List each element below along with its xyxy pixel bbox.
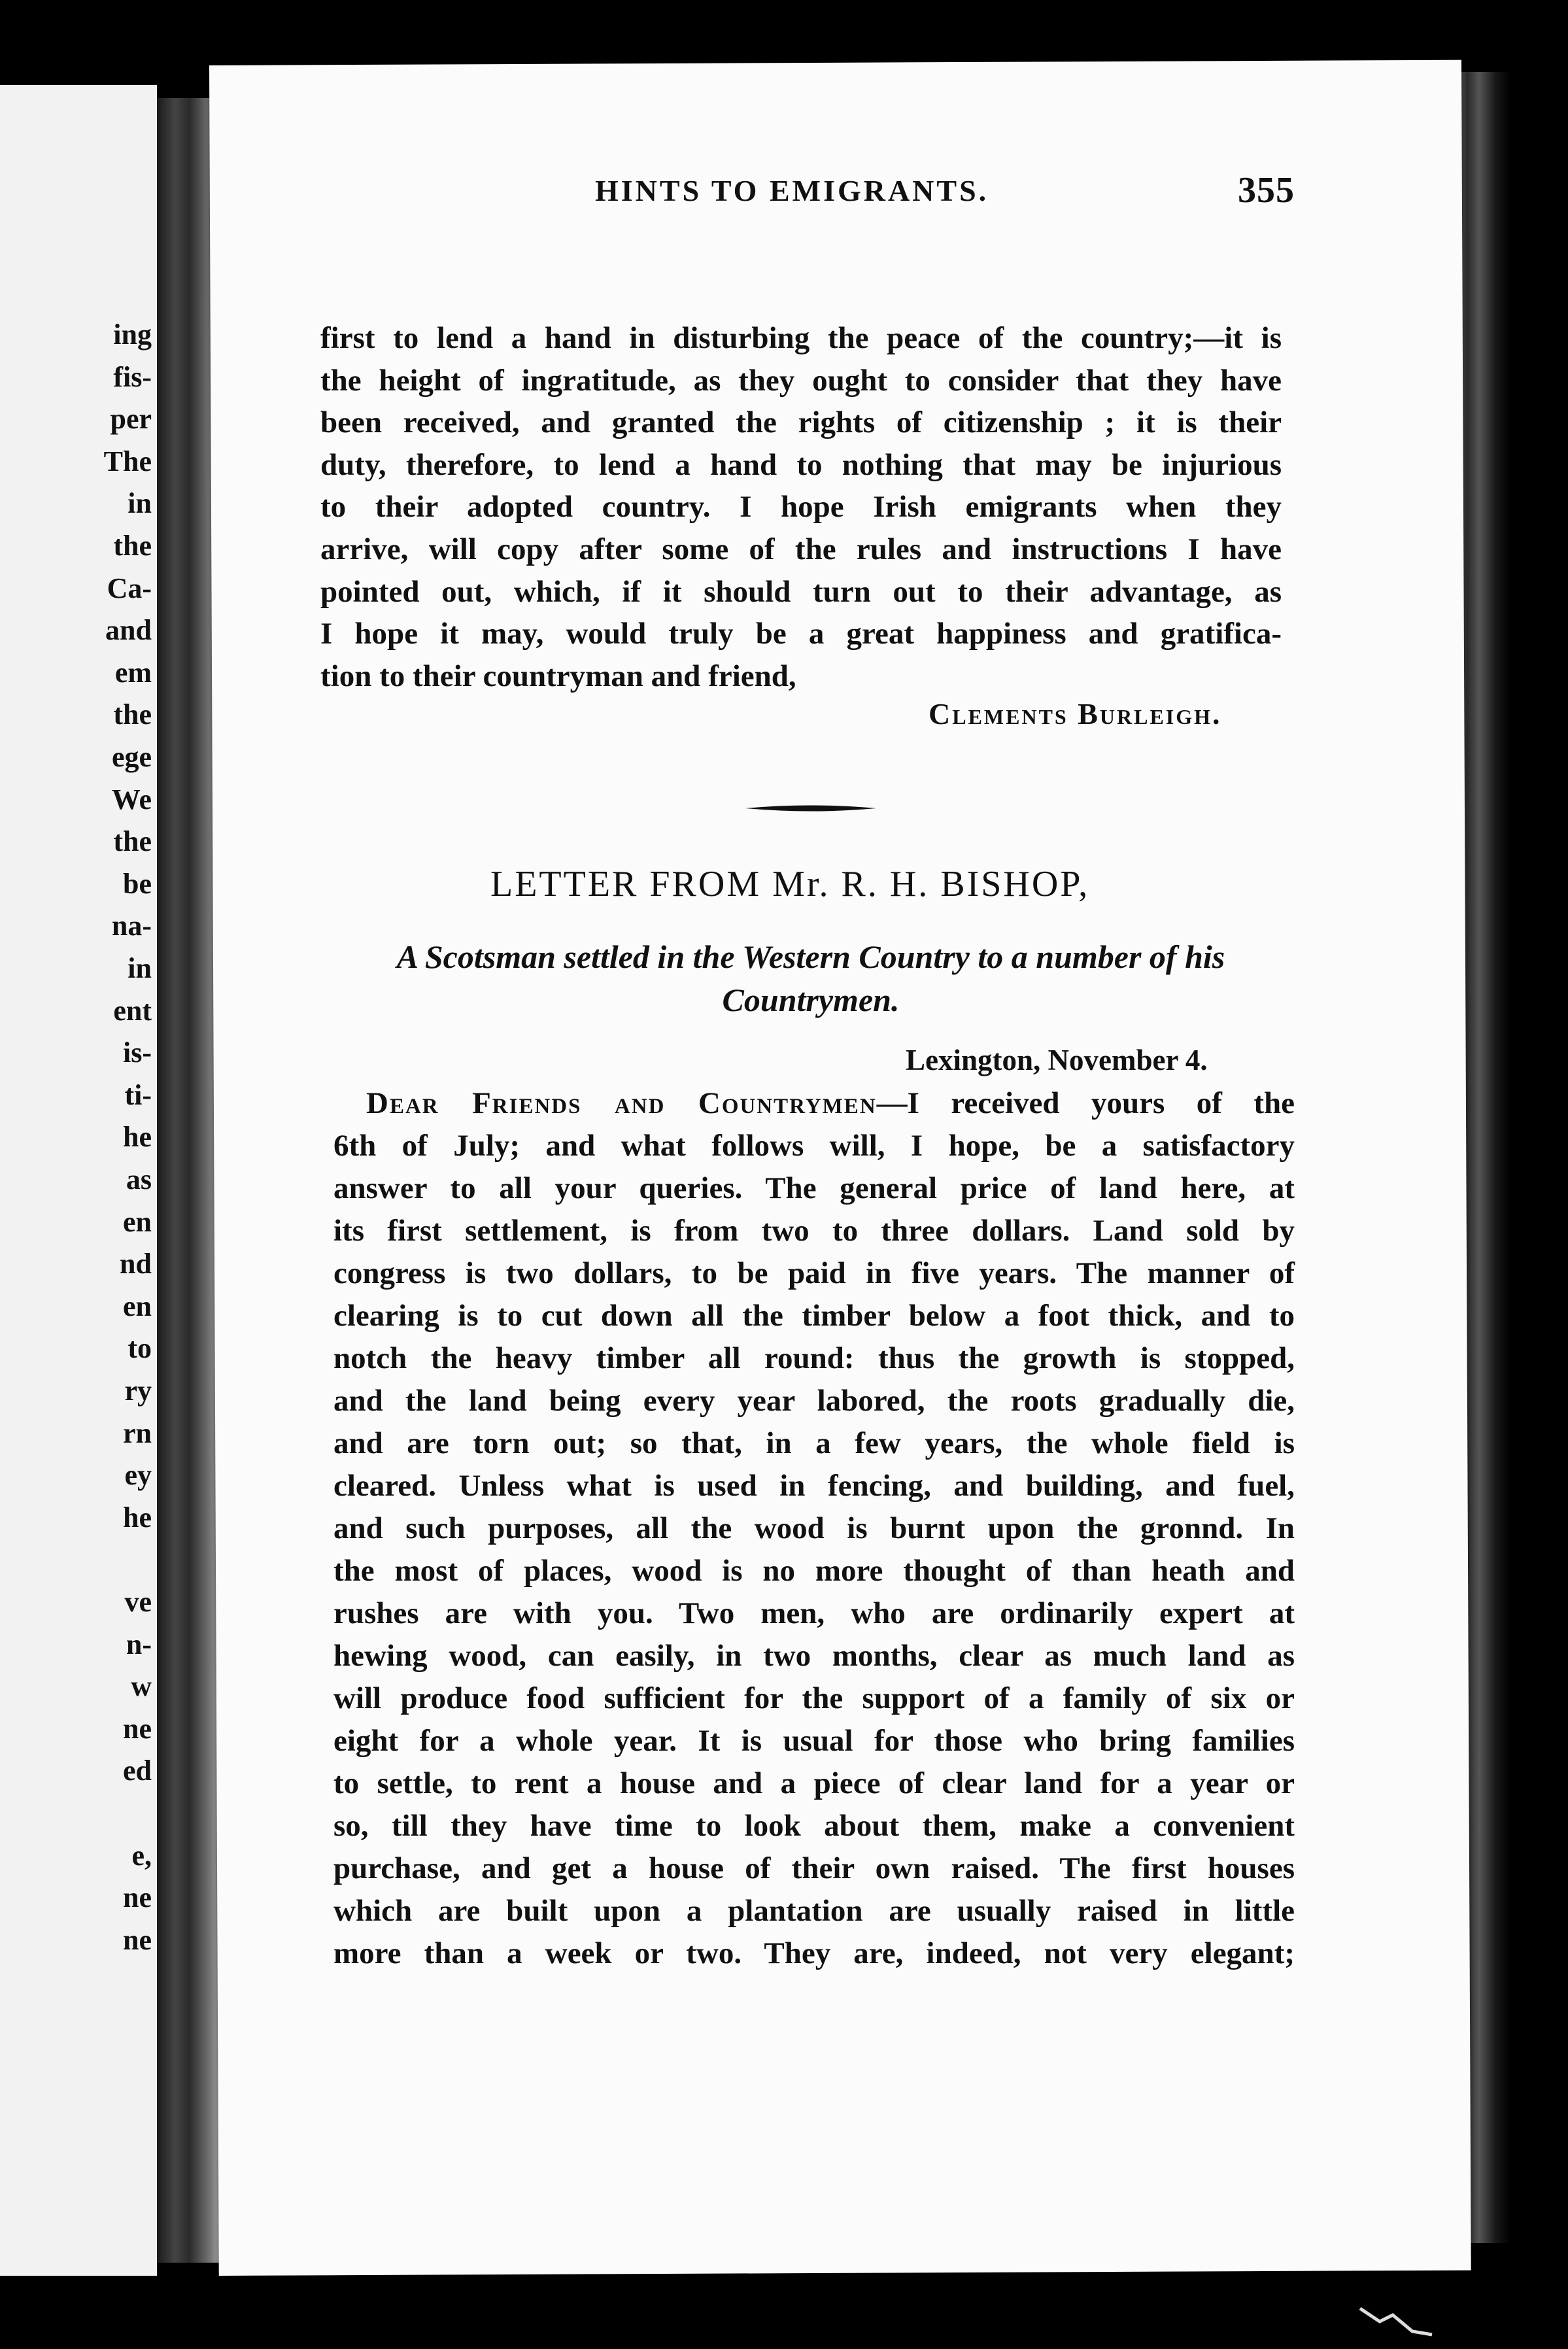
dateline: Lexington, November 4. (906, 1044, 1208, 1076)
facing-page-text-fragment: en (123, 1205, 152, 1238)
text-line: purchase, and get a house of their own raised. The first houses (333, 1851, 1295, 1885)
facing-page-text-fragment: he (123, 1121, 152, 1154)
text-line: to their adopted country. I hope Irish emigrants when they (320, 490, 1282, 524)
facing-page-text-fragment: he (123, 1501, 152, 1534)
text-line (333, 1082, 1295, 1125)
signature: Clements Burleigh. (929, 697, 1222, 730)
text-line: which are built upon a plantation are usually raised in little (333, 1894, 1295, 1928)
facing-page-text-fragment: per (110, 403, 152, 436)
running-head (379, 170, 1295, 226)
facing-page-text-fragment: ne (123, 1923, 152, 1956)
text-line: tion to their countryman and friend, (320, 659, 796, 693)
facing-page-text-fragment: in (128, 487, 152, 520)
subtitle-line: Countrymen. (722, 982, 900, 1018)
opening-paragraph (320, 317, 1282, 697)
text-line: to settle, to rent a house and a piece of clear land for a year or (333, 1766, 1295, 1800)
text-line: notch the heavy timber all round: thus the growth is stopped, (333, 1341, 1295, 1375)
text-line: more than a week or two. They are, indeed, not very elegant; (333, 1936, 1295, 1970)
text-line: clearing is to cut down all the timber below a foot thick, and to (333, 1299, 1295, 1333)
text-line: cleared. Unless what is used in fencing, and building, and fuel, (333, 1469, 1295, 1503)
facing-page-text-fragment: e, (131, 1839, 152, 1872)
facing-page-text-fragment: the (113, 825, 152, 858)
letter-subtitle (340, 935, 1282, 1021)
text-line: answer to all your queries. The general price of land here, at (333, 1171, 1295, 1205)
text-line: and the land being every year labored, the roots gradually die, (333, 1384, 1295, 1418)
facing-page-text-fragment: na- (111, 910, 152, 942)
facing-page-text-fragment: ey (124, 1459, 152, 1492)
scan-artifact-mark (1354, 2302, 1439, 2341)
text-line: congress is two dollars, to be paid in five years. The manner of (333, 1256, 1295, 1290)
facing-page-text-fragment: in (128, 952, 152, 984)
text-line: I hope it may, would truly be a great happiness and gratifica- (320, 617, 1282, 651)
text-line-rest: —I received yours of the (876, 1086, 1295, 1120)
letter-body (333, 1082, 1295, 1975)
running-head-title: HINTS TO EMIGRANTS. (595, 174, 989, 207)
subtitle-line: A Scotsman settled in the Western Country to a number of his (396, 938, 1225, 975)
facing-page-text-fragment: en (123, 1290, 152, 1322)
facing-page-text-fragment: ent (113, 994, 152, 1027)
facing-page-text-fragment: Ca- (107, 572, 152, 604)
text-line: the height of ingratitude, as they ought to consider that they have (320, 363, 1282, 398)
facing-page-text-fragment: nd (120, 1248, 152, 1280)
facing-page-text-fragment: rn (123, 1416, 152, 1449)
facing-page-text-fragment: to (128, 1332, 152, 1365)
text-line: rushes are with you. Two men, who are ordinarily expert at (333, 1596, 1295, 1630)
text-line: first to lend a hand in disturbing the peace of the country;—it is (320, 321, 1282, 355)
text-line: duty, therefore, to lend a hand to nothing that may be injurious (320, 447, 1282, 482)
facing-page-text-fragment: the (113, 530, 152, 562)
text-line: 6th of July; and what follows will, I hope, be a satisfactory (333, 1129, 1295, 1163)
facing-page-text-fragment: as (126, 1163, 152, 1195)
facing-page-text-fragment: ege (111, 741, 152, 773)
facing-page-text-fragment: em (114, 656, 152, 689)
text-line: and are torn out; so that, in a few years, the whole field is (333, 1426, 1295, 1460)
facing-page-text-fragment: fis- (113, 360, 152, 393)
facing-page-text-fragment: ing (113, 318, 152, 351)
text-line: been received, and granted the rights of citizenship ; it is their (320, 405, 1282, 440)
facing-page-text-fragment: We (111, 783, 152, 815)
facing-page-text-fragment: ed (123, 1755, 152, 1787)
facing-page-text-fragment: and (105, 614, 152, 647)
facing-page-text-fragment: ne (123, 1712, 152, 1745)
text-line: and such purposes, all the wood is burnt upon the gronnd. In (333, 1511, 1295, 1545)
facing-page-fragment (0, 85, 157, 2276)
text-line: its first settlement, is from two to three dollars. Land sold by (333, 1214, 1295, 1248)
page-number: 355 (1238, 170, 1295, 211)
facing-page-text-fragment: w (131, 1670, 152, 1703)
section-divider-ornament (745, 801, 876, 815)
facing-page-text-fragment: is- (123, 1037, 152, 1069)
text-line: arrive, will copy after some of the rules and instructions I have (320, 532, 1282, 566)
text-line: will produce food sufficient for the support of a family of six or (333, 1681, 1295, 1715)
facing-page-text-fragment: n- (126, 1628, 152, 1660)
text-line: so, till they have time to look about them, make a convenient (333, 1809, 1295, 1843)
text-line: hewing wood, can easily, in two months, clear as much land as (333, 1639, 1295, 1673)
text-line: the most of places, wood is no more thought of than heath and (333, 1554, 1295, 1588)
facing-page-text-fragment: the (113, 698, 152, 731)
salutation: Dear Friends and Countrymen (366, 1086, 877, 1120)
facing-page-text-fragment: ne (123, 1881, 152, 1914)
facing-page-text-fragment: ry (124, 1375, 152, 1407)
facing-page-text-fragment: ve (124, 1586, 152, 1618)
facing-page-text-fragment: be (123, 867, 152, 900)
facing-page-text-fragment: The (103, 445, 152, 477)
text-line: pointed out, which, if it should turn out to their advantage, as (320, 574, 1282, 609)
letter-heading: LETTER FROM Mr. R. H. BISHOP, (490, 864, 1090, 904)
facing-page-text-fragment: ti- (124, 1078, 152, 1111)
text-line: eight for a whole year. It is usual for those who bring families (333, 1724, 1295, 1758)
